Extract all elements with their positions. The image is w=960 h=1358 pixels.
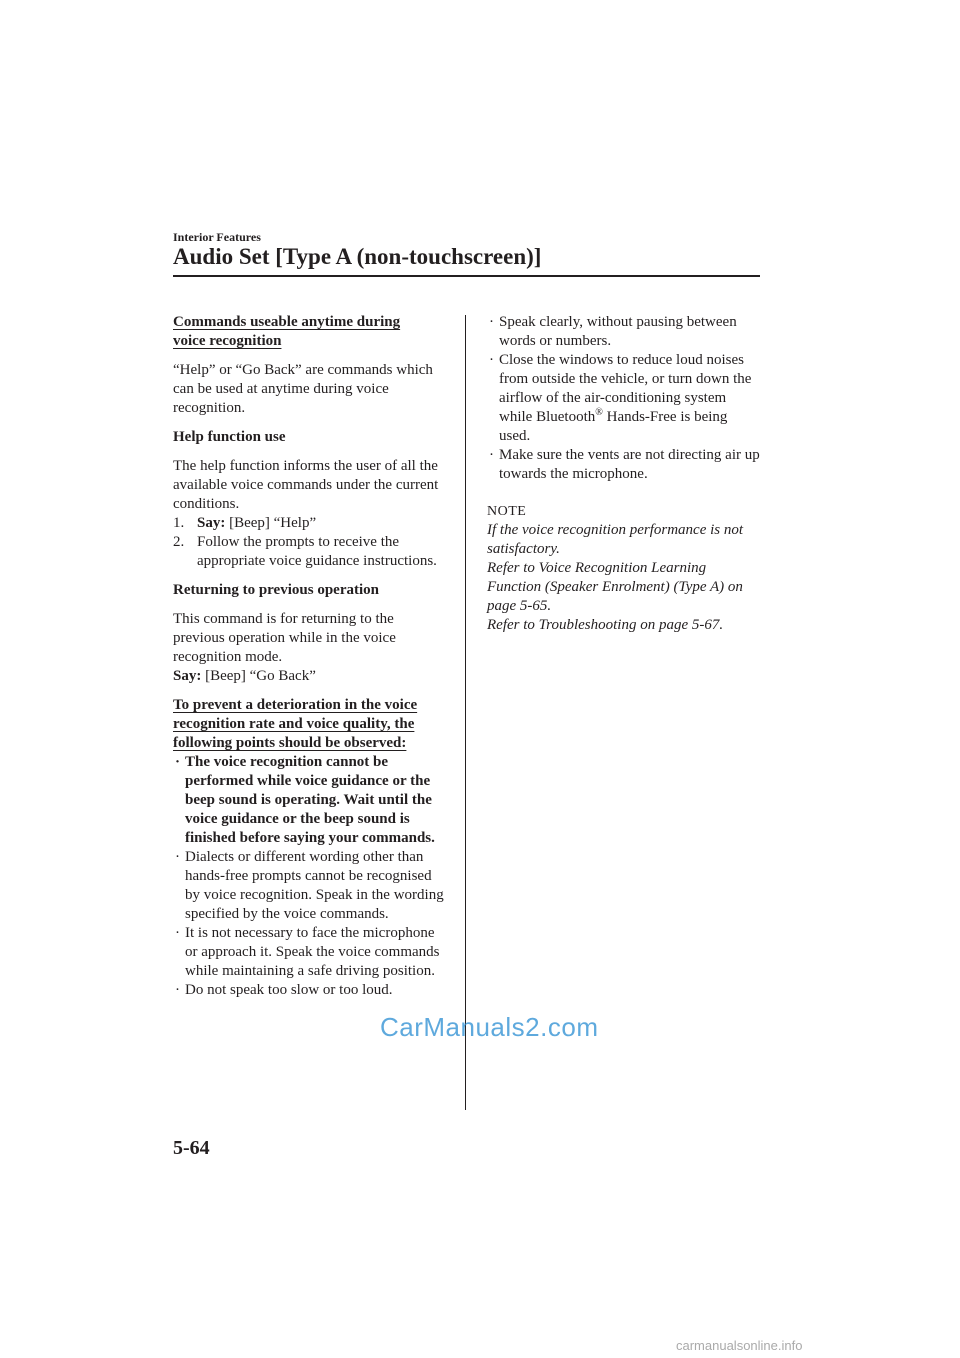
list-item — [173, 753, 448, 848]
heading-line: voice recognition — [173, 333, 282, 349]
heading-returning: Returning to previous operation — [173, 582, 379, 598]
note-line: Refer to Troubleshooting on page 5-67. — [487, 617, 724, 633]
list-item — [487, 351, 762, 446]
registered-mark: ® — [595, 407, 603, 418]
list-item — [487, 446, 762, 484]
left-column — [173, 313, 448, 1000]
list-item — [173, 981, 448, 1000]
list-item-text: Dialects or different wording other than hands-free prompts cannot be recognised by voice recognition. Speak in the wording specified by the voice commands. — [185, 849, 444, 922]
say-text: [Beep] “Go Back” — [205, 668, 316, 684]
paragraph-help-go-back: “Help” or “Go Back” are commands which can be used at anytime during voice recognition. — [173, 362, 433, 416]
paragraph-returning: This command is for returning to the previous operation while in the voice recognition mode. — [173, 611, 396, 665]
footer-site-text: carmanualsonline.info — [676, 1338, 803, 1353]
page-number: 5-64 — [173, 1137, 210, 1159]
bullet-icon: · — [175, 982, 180, 998]
list-item-text: The voice recognition cannot be performed while voice guidance or the beep sound is operating. Wait until the voice guidance or the beep sound is finished before saying your commands. — [185, 754, 435, 846]
header-rule — [173, 275, 760, 277]
say-label: Say: — [173, 668, 202, 684]
bullet-icon: · — [489, 447, 494, 463]
step-item — [173, 533, 448, 571]
step-number: 1. — [173, 515, 185, 531]
observation-points-continued — [487, 313, 762, 484]
section-label: Interior Features — [173, 230, 261, 244]
list-item — [173, 924, 448, 981]
step-item — [173, 514, 448, 533]
heading-commands-anytime — [173, 313, 448, 351]
heading-line: recognition rate and voice quality, the — [173, 716, 415, 732]
paragraph-help-function: The help function informs the user of all the available voice commands under the current conditions. — [173, 458, 439, 512]
list-item-text: Hands-Free is being used. — [499, 409, 728, 444]
list-item-text: Close the windows to reduce loud noises from outside the vehicle, or turn down the airflow of the air-conditioning system while Bluetooth — [499, 352, 752, 425]
say-go-back — [173, 667, 448, 686]
list-item — [173, 848, 448, 924]
right-column — [487, 313, 762, 635]
list-item-text: Speak clearly, without pausing between words or numbers. — [499, 314, 737, 349]
note-body — [487, 521, 762, 635]
bullet-icon: · — [175, 754, 181, 770]
heading-line: To prevent a deterioration in the voice — [173, 697, 418, 713]
note-line: Refer to Voice Recognition Learning Function (Speaker Enrolment) (Type A) on page 5-65. — [487, 560, 743, 614]
list-item-text: Do not speak too slow or too loud. — [185, 982, 393, 998]
step-text: [Beep] “Help” — [229, 515, 317, 531]
bullet-icon: · — [489, 352, 494, 368]
bullet-icon: · — [489, 314, 494, 330]
heading-prevent-deterioration — [173, 696, 448, 753]
list-item-text: Make sure the vents are not directing air up towards the microphone. — [499, 447, 760, 482]
step-number: 2. — [173, 534, 185, 550]
observation-points — [173, 753, 448, 1000]
page-title: Audio Set [Type A (non-touchscreen)] — [173, 244, 542, 269]
bullet-icon: · — [175, 849, 180, 865]
note-heading: NOTE — [487, 504, 527, 519]
bullet-icon: · — [175, 925, 180, 941]
list-item — [487, 313, 762, 351]
watermark-logo: CarManuals2.com — [380, 1012, 599, 1042]
list-item-text: It is not necessary to face the microphone or approach it. Speak the voice commands while maintaining a safe driving position. — [185, 925, 440, 979]
heading-line: following points should be observed: — [173, 735, 407, 751]
heading-help-function: Help function use — [173, 429, 286, 445]
help-steps — [173, 514, 448, 571]
note-line: If the voice recognition performance is not satisfactory. — [487, 522, 744, 557]
step-text: Follow the prompts to receive the appropriate voice guidance instructions. — [197, 534, 437, 569]
say-label: Say: — [197, 515, 226, 531]
column-divider — [465, 315, 466, 1110]
heading-line: Commands useable anytime during — [173, 314, 401, 330]
